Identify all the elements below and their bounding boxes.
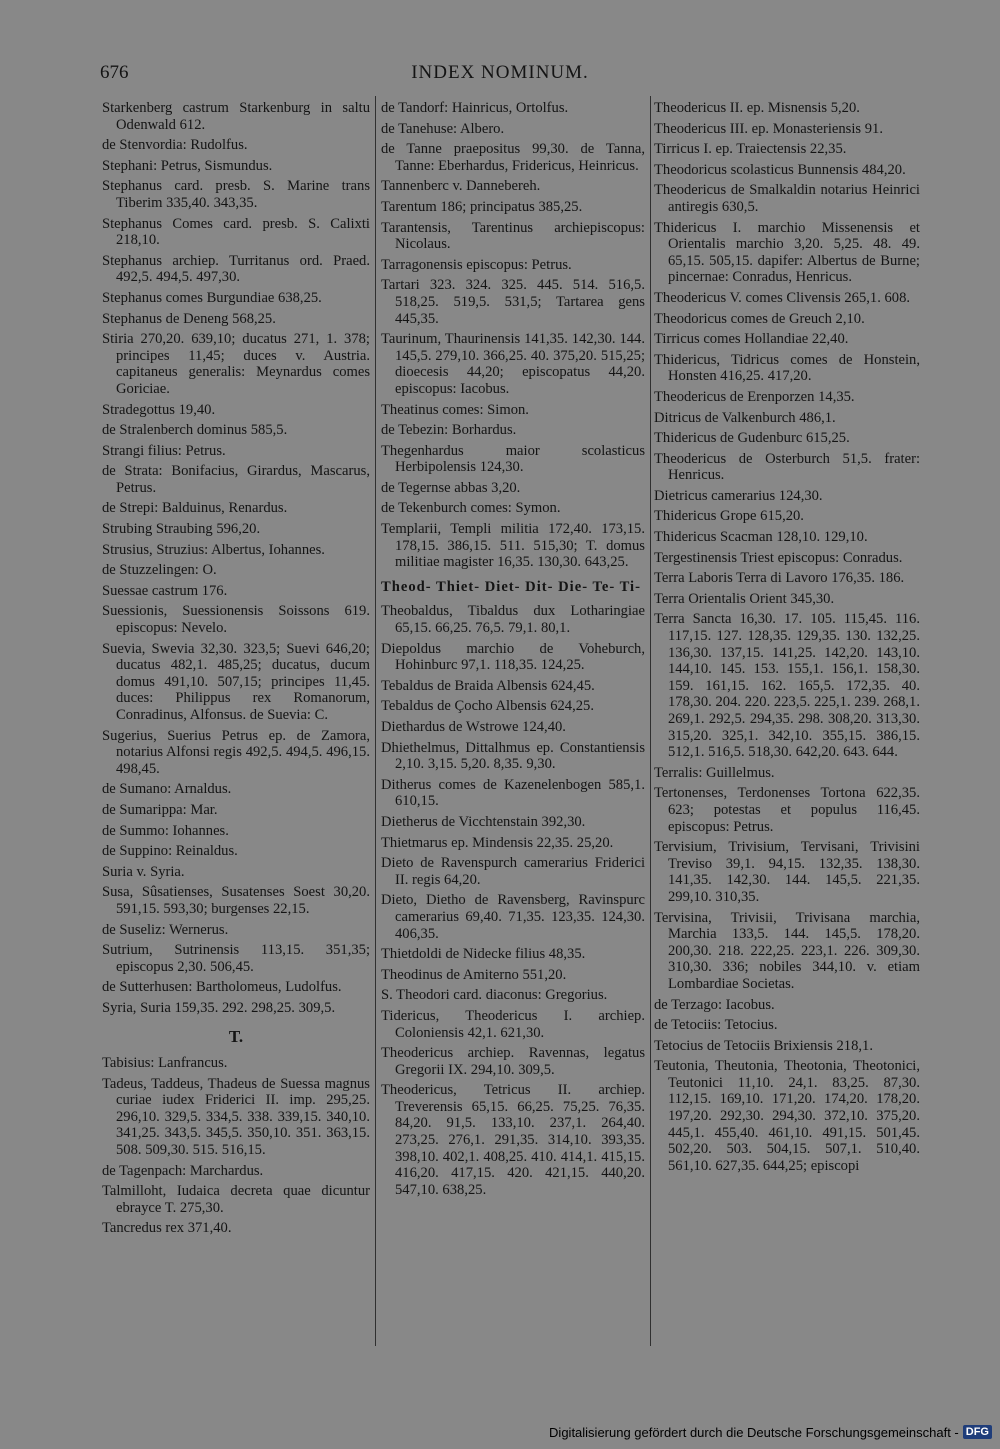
footer-text: Digitalisierung gefördert durch die Deutsche Forschungsgemeinschaft -: [549, 1424, 959, 1440]
page-number: 676: [100, 62, 129, 83]
index-entry: de Tandorf: Hainricus, Ortolfus.: [381, 100, 569, 116]
index-entry: S. Theodori card. diaconus: Gregorius.: [381, 987, 608, 1004]
index-entry: Tirricus comes Hollandiae 22,40.: [654, 331, 849, 348]
index-entry: de Tanne praepositus 99,30. de Tanna, Tanne: Eberhardus, Fridericus, Heinricus.: [381, 141, 645, 174]
index-entry: de Stuzzelingen: O.: [102, 562, 217, 579]
index-column-3: [654, 100, 920, 1178]
index-entry: Syria, Suria 159,35. 292. 298,25. 309,5.: [102, 999, 336, 1016]
index-entry: Theodericus archiep. Ravennas, legatus Gregorii IX. 294,10. 309,5.: [381, 1045, 645, 1078]
index-entry: Diepoldus marchio de Voheburch, Hohinburc 97,1. 118,35. 124,25.: [381, 640, 645, 674]
index-entry: Tebaldus de Braida Albensis 624,45.: [381, 677, 595, 694]
index-entry: Stephanus archiep. Turritanus ord. Praed. 492,5. 494,5. 497,30.: [102, 252, 370, 286]
index-column-1: [102, 100, 370, 1241]
index-entry: Templarii, Templi militia 172,40. 173,15. 178,15. 386,15. 511. 515,30; T. domus militiae magister 16,35. 130,30. 643,25.: [381, 521, 645, 571]
index-entry: de Suppino: Reinaldus.: [102, 843, 238, 860]
index-entry: de Summo: Iohannes.: [102, 822, 229, 839]
index-entry: Stiria 270,20. 639,10; ducatus 271, 1. 378; principes 11,45; duces v. Austria. capitaneus generalis: Meynardus comes Goriciae.: [102, 331, 370, 397]
index-entry: de Terzago: Iacobus.: [654, 996, 775, 1013]
index-entry: Tarragonensis episcopus: Petrus.: [381, 256, 572, 273]
index-entry: de Sumano: Arnaldus.: [102, 781, 232, 798]
index-entry: de Tetociis: Tetocius.: [654, 1017, 778, 1034]
index-entry: de Tebezin: Borhardus.: [381, 422, 517, 439]
index-entry: Teutonia, Theutonia, Theotonia, Theotonici, Teutonici 11,10. 24,1. 83,25. 87,30. 112,15. 169,10. 171,20. 174,20. 178,20. 197,20. 292,30. 294,30. 372,10. 375,20. 445,1. 455,40. 461,10. 491,15. 501,45. 502,20. 503. 504,15. 507,1. 510,40. 561,10. 627,35. 644,25; episcopi: [654, 1058, 920, 1174]
index-entry: Tadeus, Taddeus, Thadeus de Suessa magnus curiae iudex Friderici II. imp. 295,25. 296,10. 329,5. 334,5. 338. 339,15. 340,10. 341,25. 343,5. 345,5. 350,10. 351. 363,15. 508. 509,30. 515. 516,15.: [102, 1075, 370, 1159]
index-entry: Tancredus rex 371,40.: [102, 1220, 232, 1237]
index-entry: Susa, Sûsatienses, Susatenses Soest 30,20. 591,15. 593,30; burgenses 22,15.: [102, 884, 370, 917]
index-entry: Taurinum, Thaurinensis 141,35. 142,30. 144. 145,5. 279,10. 366,25. 40. 375,20. 515,25; dioecesis 44,20; episcopatus 44,20. episcopus: Iacobus.: [381, 331, 645, 397]
column-rule: [650, 96, 651, 1346]
column-rule: [375, 96, 376, 1346]
index-entry: Tirricus I. ep. Traiectensis 22,35.: [654, 141, 847, 158]
index-entry: Tarentum 186; principatus 385,25.: [381, 198, 583, 215]
page-title: INDEX NOMINUM.: [411, 62, 589, 83]
index-entry: Tervisina, Trivisii, Trivisana marchia, Marchia 133,5. 144. 145,5. 178,20. 200,30. 218. 222,25. 223,1. 226. 309,30. 310,30. 336; nobiles 344,10. v. etiam Lombardiae Societas.: [654, 909, 920, 992]
index-entry: Theodericus III. ep. Monasteriensis 91.: [654, 120, 883, 137]
index-entry: Stephani: Petrus, Sismundus.: [102, 157, 273, 174]
index-entry: Theobaldus, Tibaldus dux Lotharingiae 65,15. 66,25. 76,5. 79,1. 80,1.: [381, 603, 645, 637]
index-entry: Tidericus, Theodericus I. archiep. Coloniensis 42,1. 621,30.: [381, 1007, 645, 1041]
index-entry: Suria v. Syria.: [102, 863, 185, 880]
index-entry: Stephanus card. presb. S. Marine trans Tiberim 335,40. 343,35.: [102, 178, 370, 211]
index-entry: Theatinus comes: Simon.: [381, 401, 529, 418]
index-entry: de Tekenburch comes: Symon.: [381, 500, 561, 517]
index-entry: Theodericus de Smalkaldin notarius Heinrici antiregis 630,5.: [654, 182, 920, 215]
index-entry: Theodericus V. comes Clivensis 265,1. 608.: [654, 289, 911, 306]
index-entry: Tebaldus de Çocho Albensis 624,25.: [381, 698, 594, 715]
index-entry: de Stenvordia: Rudolfus.: [102, 137, 248, 154]
index-entry: de Tanehuse: Albero.: [381, 120, 505, 137]
index-entry: Thidericus Scacman 128,10. 129,10.: [654, 529, 868, 546]
index-entry: Theodoricus scolasticus Bunnensis 484,20.: [654, 161, 906, 178]
section-heading: Theod- Thiet- Diet- Dit- Die- Te- Ti-: [381, 578, 641, 595]
index-entry: Dieto, Dietho de Ravensberg, Ravinspurc camerarius 69,40. 71,35. 123,35. 124,30. 406,35.: [381, 892, 645, 942]
index-entry: Strubing Straubing 596,20.: [102, 521, 261, 538]
index-entry: Strusius, Struzius: Albertus, Iohannes.: [102, 541, 325, 558]
dfg-logo: DFG: [963, 1425, 992, 1439]
index-entry: Dhiethelmus, Dittalhmus ep. Constantiensis 2,10. 3,15. 5,20. 8,35. 9,30.: [381, 739, 645, 773]
index-entry: Theodericus, Tetricus II. archiep. Treverensis 65,15. 66,25. 75,25. 76,35. 84,20. 91,5. 133,10. 237,1. 264,40. 273,25. 276,1. 291,35. 314,10. 393,35. 398,10. 402,1. 408,25. 410. 414,1. 415,15. 416,20. 417,15. 420. 421,15. 440,20. 547,10. 638,25.: [381, 1082, 645, 1198]
index-entry: Terra Orientalis Orient 345,30.: [654, 590, 835, 607]
index-entry: Ditherus comes de Kazenelenbogen 585,1. 610,15.: [381, 776, 645, 810]
index-entry: Thidericus, Tidricus comes de Honstein, Honsten 416,25. 417,20.: [654, 351, 920, 385]
index-entry: de Tagenpach: Marchardus.: [102, 1162, 264, 1179]
index-entry: Dieto de Ravenspurch camerarius Friderici II. regis 64,20.: [381, 855, 645, 888]
index-entry: Tergestinensis Triest episcopus: Conradus.: [654, 549, 903, 566]
index-entry: Tetocius de Tetociis Brixiensis 218,1.: [654, 1037, 873, 1054]
index-entry: de Stralenberch dominus 585,5.: [102, 422, 288, 439]
index-entry: Ditricus de Valkenburch 486,1.: [654, 409, 836, 426]
index-entry: Stradegottus 19,40.: [102, 401, 216, 418]
index-entry: de Suseliz: Wernerus.: [102, 921, 229, 938]
index-column-2: [381, 100, 645, 1202]
index-entry: de Strepi: Balduinus, Renardus.: [102, 500, 288, 517]
index-entry: Theodoricus comes de Greuch 2,10.: [654, 310, 865, 327]
index-entry: Talmilloht, Iudaica decreta quae dicuntur ebrayce T. 275,30.: [102, 1183, 370, 1216]
index-entry: Terralis: Guillelmus.: [654, 764, 775, 781]
index-entry: Strangi filius: Petrus.: [102, 442, 226, 459]
index-entry: Sugerius, Suerius Petrus ep. de Zamora, notarius Alfonsi regis 492,5. 494,5. 496,15. 498,45.: [102, 727, 370, 777]
index-entry: Dietricus camerarius 124,30.: [654, 487, 823, 504]
index-entry: Tarantensis, Tarentinus archiepiscopus: Nicolaus.: [381, 219, 645, 253]
index-entry: Tartari 323. 324. 325. 445. 514. 516,5. 518,25. 519,5. 531,5; Tartarea gens 445,35.: [381, 277, 645, 327]
index-entry: Thietmarus ep. Mindensis 22,35. 25,20.: [381, 834, 614, 851]
index-entry: Diethardus de Wstrowe 124,40.: [381, 719, 566, 735]
index-entry: Tertonenses, Terdonenses Tortona 622,35. 623; potestas et populus 116,45. episcopus: Petrus.: [654, 785, 920, 835]
index-entry: Sutrium, Sutrinensis 113,15. 351,35; episcopus 2,30. 506,45.: [102, 942, 370, 975]
index-entry: Tervisium, Trivisium, Tervisani, Trivisini Treviso 39,1. 94,15. 132,35. 138,30. 141,35. 142,30. 144. 145,5. 221,35. 299,10. 310,35.: [654, 839, 920, 905]
index-entry: Starkenberg castrum Starkenburg in saltu Odenwald 612.: [102, 100, 370, 133]
index-entry: Suessae castrum 176.: [102, 582, 228, 599]
index-entry: de Strata: Bonifacius, Girardus, Mascarus, Petrus.: [102, 463, 370, 496]
index-entry: de Sutterhusen: Bartholomeus, Ludolfus.: [102, 979, 342, 996]
index-entry: Stephanus de Deneng 568,25.: [102, 310, 276, 327]
index-entry: Theodericus II. ep. Misnensis 5,20.: [654, 100, 860, 116]
index-entry: Tabisius: Lanfrancus.: [102, 1055, 228, 1072]
index-entry: Dietherus de Vicchtenstain 392,30.: [381, 813, 586, 830]
index-entry: Stephanus Comes card. presb. S. Calixti 218,10.: [102, 215, 370, 249]
index-entry: Suevia, Swevia 32,30. 323,5; Suevi 646,20; ducatus 482,1. 485,25; ducatus, ducum domus 491,10. 507,15; principes 11,45. duces: Philippus rex Romanorum, Conradinus, Alfonsus. de Suevia: C.: [102, 640, 370, 723]
page-header: [0, 62, 1000, 88]
index-entry: Thidericus de Gudenburc 615,25.: [654, 430, 850, 447]
index-entry: Theodericus de Erenporzen 14,35.: [654, 388, 855, 405]
index-entry: de Sumarippa: Mar.: [102, 801, 218, 818]
index-entry: Theodinus de Amiterno 551,20.: [381, 966, 567, 983]
index-entry: Theodericus de Osterburch 51,5. frater: Henricus.: [654, 450, 920, 484]
index-entry: Stephanus comes Burgundiae 638,25.: [102, 289, 322, 306]
index-entry: Terra Sancta 16,30. 17. 105. 115,45. 116. 117,15. 127. 128,35. 129,35. 130. 132,25. 136,30. 137,15. 141,25. 142,20. 143,10. 144,10. 145. 153. 155,1. 156,1. 158,30. 159. 161,15. 162. 165,5. 172,35. 40. 178,30. 204. 220. 223,5. 225,1. 239. 268,1. 269,1. 292,5. 294,35. 298. 308,20. 313,30. 315,20. 325,1. 342,10. 355,15. 386,15. 512,1. 516,5. 518,30. 642,20. 643. 644.: [654, 611, 920, 761]
index-entry: Thidericus Grope 615,20.: [654, 508, 804, 525]
index-entry: de Tegernse abbas 3,20.: [381, 479, 521, 496]
index-entry: Thietdoldi de Nidecke filius 48,35.: [381, 946, 586, 963]
index-entry: Thidericus I. marchio Missenensis et Orientalis marchio 3,20. 5,25. 48. 49. 65,15. 505,15. dapifer: Albertus de Burne; pincernae: Conradus, Henricus.: [654, 219, 920, 286]
section-letter: T.: [228, 1026, 244, 1046]
footer: [549, 1422, 992, 1442]
index-entry: Suessionis, Suessionensis Soissons 619. episcopus: Nevelo.: [102, 603, 370, 637]
index-entry: Thegenhardus maior scolasticus Herbipolensis 124,30.: [381, 442, 645, 476]
index-entry: Terra Laboris Terra di Lavoro 176,35. 186.: [654, 570, 905, 587]
index-entry: Tannenberc v. Dannebereh.: [381, 178, 541, 195]
